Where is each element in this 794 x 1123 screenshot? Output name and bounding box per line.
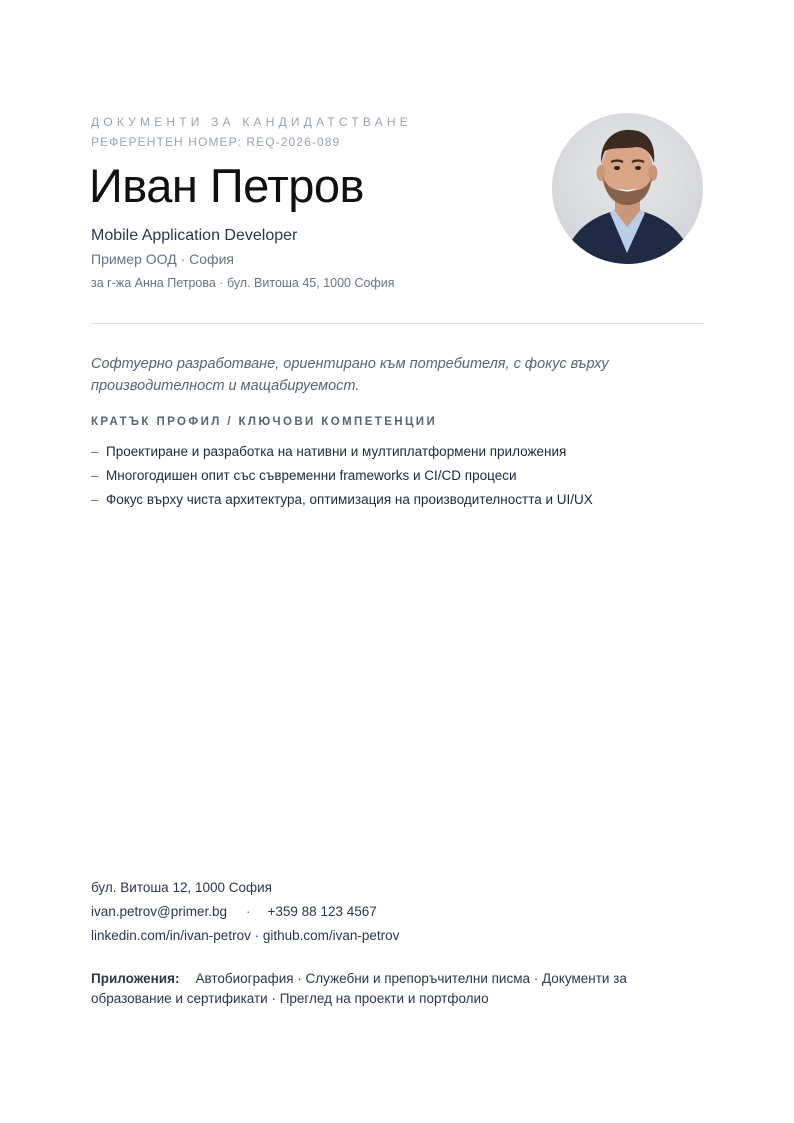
list-item-text: Проектиране и разработка на нативни и мултиплатформени приложения [106, 444, 567, 459]
profile-heading: КРАТЪК ПРОФИЛ / КЛЮЧОВИ КОМПЕТЕНЦИИ [91, 416, 438, 428]
attachments-label: Приложения: [91, 971, 180, 986]
list-item-text: Многогодишен опит със съвременни frameworks и CI/CD процеси [106, 468, 517, 483]
contact-separator: · [246, 904, 251, 919]
bullet-marker: – [91, 444, 99, 459]
applicant-role: Mobile Application Developer [91, 227, 298, 244]
bullet-marker: – [91, 468, 99, 483]
bullet-marker: – [91, 492, 99, 507]
reference-number: РЕФЕРЕНТЕН НОМЕР: REQ-2026-089 [91, 135, 341, 149]
profile-links[interactable]: linkedin.com/in/ivan-petrov · github.com/ivan-petrov [91, 928, 400, 943]
list-item [91, 488, 593, 512]
summary-tagline: Софтуерно разработване, ориентирано към потребителя, с фокус върху производителност и мащабируемост. [91, 356, 609, 394]
target-company: Пример ООД · София [91, 251, 234, 267]
header-divider [91, 323, 703, 324]
attachments-block [91, 969, 651, 1009]
contact-email-phone [91, 904, 377, 919]
portrait-photo-icon [552, 113, 703, 264]
phone-number[interactable]: +359 88 123 4567 [267, 904, 377, 919]
document-kicker: ДОКУМЕНТИ ЗА КАНДИДАТСТВАНЕ [91, 115, 412, 129]
contact-address: бул. Витоша 12, 1000 София [91, 880, 272, 895]
competencies-list [91, 440, 593, 512]
list-item-text: Фокус върху чиста архитектура, оптимизация на производителността и UI/UX [106, 492, 593, 507]
portrait-photo [552, 113, 703, 264]
recipient-line: за г-жа Анна Петрова · бул. Витоша 45, 1000 София [91, 276, 395, 290]
list-item [91, 464, 593, 488]
applicant-name: Иван Петров [89, 159, 365, 212]
attachments-text: Автобиография · Служебни и препоръчителни писма · Документи за образование и сертификати · Преглед на проекти и портфолио [91, 971, 627, 1006]
email-link[interactable]: ivan.petrov@primer.bg [91, 904, 228, 919]
list-item [91, 440, 593, 464]
